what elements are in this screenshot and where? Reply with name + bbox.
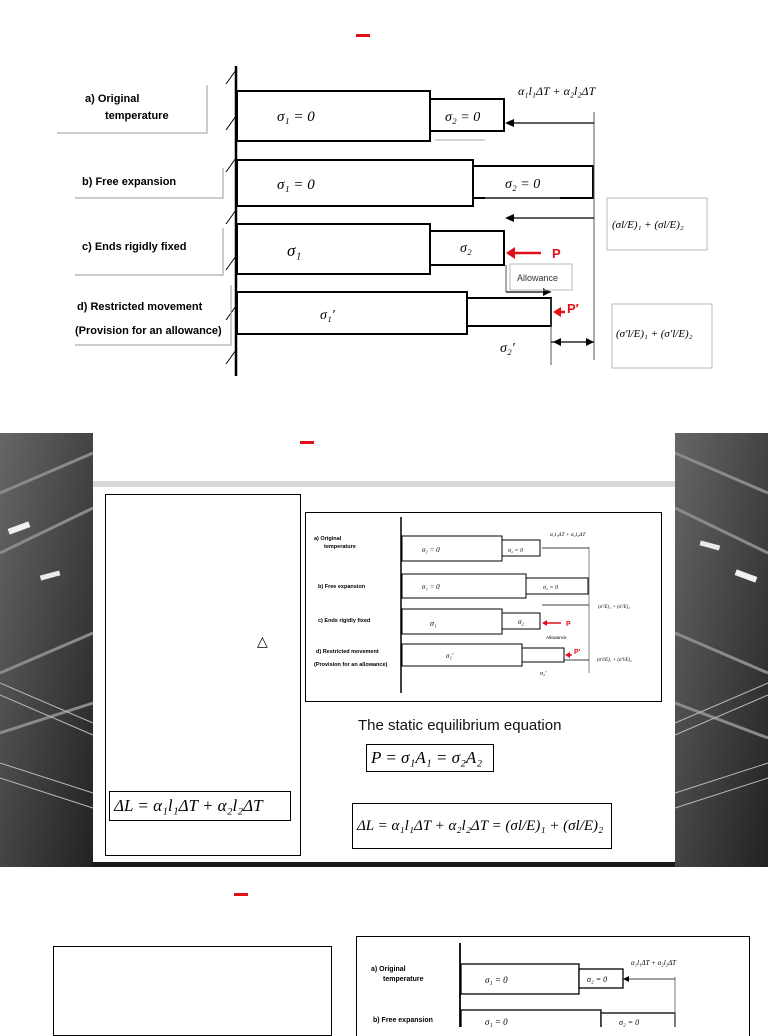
slide-3-left-box	[53, 946, 332, 1036]
a-sigma1: σ₁ = 0	[277, 109, 315, 125]
s3-b-s1: σ₁ = 0	[485, 1017, 508, 1027]
mini-label-a1: a) Original	[314, 536, 342, 542]
bar-d-1	[237, 292, 467, 334]
mini-formula-d: (σ′l/E)₁ + (σ′l/E)₂	[597, 658, 632, 663]
b-sigma2: σ₂ = 0	[505, 177, 541, 192]
label-c: c) Ends rigidly fixed	[82, 241, 187, 253]
slide-2	[0, 433, 768, 867]
mini-label-a2: temperature	[324, 544, 356, 550]
mini-d-s1: σ₁′	[446, 652, 454, 660]
mini-c-s1: σ₁	[430, 619, 437, 628]
mini-b-s2: σ₂ = 0	[543, 585, 559, 591]
mini-force-d: P′	[574, 649, 581, 656]
d-sigma1: σ₁′	[320, 308, 335, 323]
bar-c-1	[237, 224, 430, 274]
b-sigma1: σ₁ = 0	[277, 177, 315, 193]
force-p-d: P′	[567, 301, 579, 316]
mini-b-s1: σ₁ = 0	[422, 583, 440, 591]
mini-d-s2: σ₂′	[540, 671, 547, 677]
s3-label-a1: a) Original	[371, 966, 406, 973]
mini-formula-exp: α₁l₁ΔT + α₂l₂ΔT	[550, 532, 586, 538]
s3-label-a2: temperature	[383, 976, 424, 983]
bar-a-1	[237, 91, 430, 141]
triangle-symbol: △	[257, 633, 268, 649]
label-a-line1: a) Original	[85, 93, 140, 105]
mini-label-c: c) Ends rigidly fixed	[318, 618, 371, 624]
title-dash-2	[300, 441, 314, 444]
mini-c-s2: σ₂	[518, 618, 524, 626]
formula-restricted: (σ′l/E)₁ + (σ′l/E)₂	[616, 328, 693, 340]
allowance-label: Allowance	[517, 273, 559, 283]
title-dash-1	[356, 34, 370, 37]
combined-equation-box: ΔL = α₁l₁ΔT + α₂l₂ΔT = (σl/E)₁ + (σl/E)₂	[352, 803, 612, 849]
diagram-thermal-stress-slide3	[356, 936, 750, 1036]
title-dash-3	[234, 893, 248, 896]
d-sigma2: σ₂′	[500, 341, 515, 356]
label-b: b) Free expansion	[82, 176, 177, 188]
mini-a-s2: σ₂ = 0	[508, 548, 524, 554]
static-equation-box: P = σ₁A₁ = σ₂A₂	[366, 744, 494, 772]
bar-b-1	[237, 160, 473, 206]
label-d-line1: d) Restricted movement	[77, 301, 203, 313]
slide-2-content	[93, 487, 675, 862]
s3-label-b: b) Free expansion	[373, 1017, 433, 1024]
left-equation-box: ΔL = α₁l₁ΔT + α₂l₂ΔT	[109, 791, 291, 821]
c-sigma2: σ₂	[460, 241, 472, 256]
force-p-c: P	[552, 246, 561, 261]
s3-a-s1: σ₁ = 0	[485, 975, 508, 985]
mini-label-d1: d) Restricted movement	[316, 649, 379, 655]
formula-free: (σl/E)₁ + (σl/E)₂	[612, 219, 684, 231]
label-a-line2: temperature	[105, 110, 169, 122]
a-sigma2: σ₂ = 0	[445, 110, 481, 125]
mini-a-s1: σ₁ = 0	[422, 546, 440, 554]
mini-allowance: Allowance	[546, 635, 567, 640]
c-sigma1: σ₁	[287, 241, 302, 260]
s3-a-s2: σ₂ = 0	[587, 975, 608, 984]
formula-expansion: α₁l₁ΔT + α₂l₂ΔT	[518, 84, 596, 98]
s3-b-s2: σ₂ = 0	[619, 1018, 640, 1027]
mini-formula-b: (σ′/E)₁ + (σ′/E)₂	[598, 605, 631, 610]
static-equilibrium-heading: The static equilibrium equation	[358, 717, 562, 734]
s3-formula-exp: α₁l₁ΔT + α₂l₂ΔT	[631, 959, 677, 967]
label-d-line2: (Provision for an allowance)	[75, 325, 222, 337]
bar-d-2	[467, 298, 551, 326]
mini-label-b: b) Free expansion	[318, 584, 366, 590]
mini-force-c: P	[566, 621, 571, 628]
diagram-thermal-stress-mini	[305, 512, 662, 702]
diagram-thermal-stress-large	[55, 60, 725, 380]
mini-label-d2: (Provision for an allowance)	[314, 662, 388, 668]
